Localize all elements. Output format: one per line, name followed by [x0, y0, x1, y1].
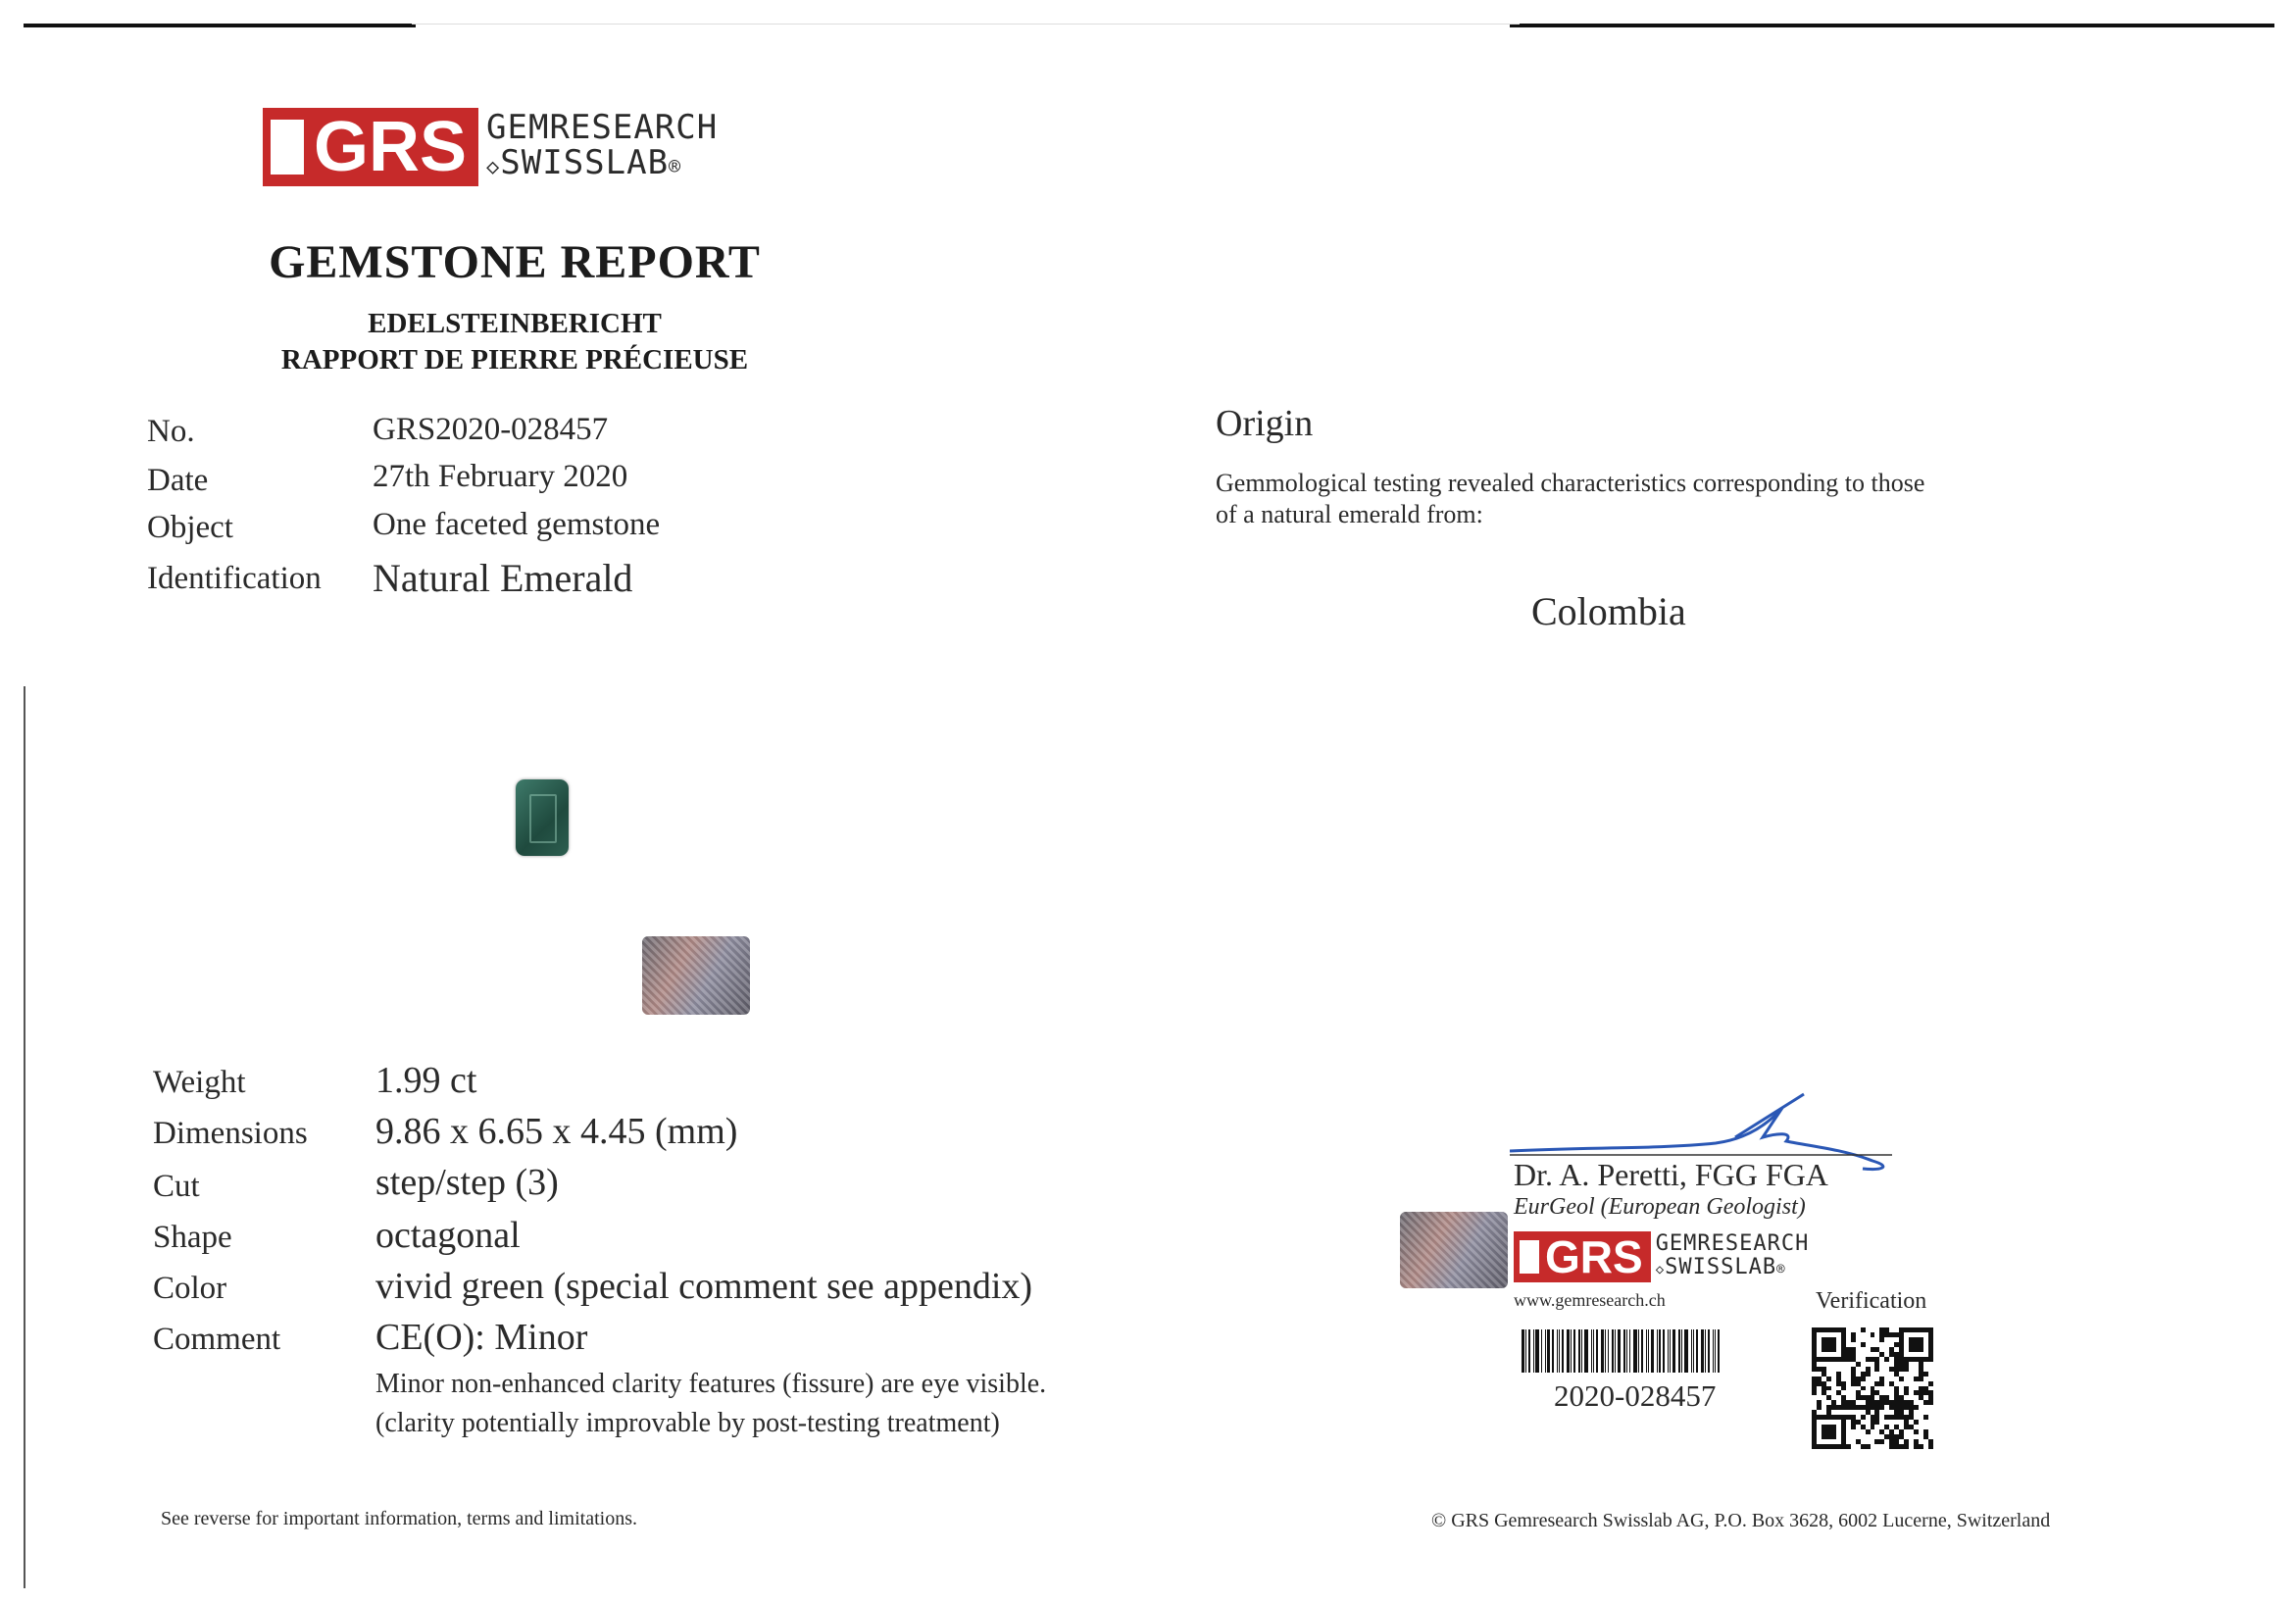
- footer-right-copyright: © GRS Gemresearch Swisslab AG, P.O. Box 3628, 6002 Lucerne, Switzerland: [1431, 1510, 2051, 1531]
- barcode-bar: [1691, 1329, 1692, 1373]
- barcode-bar: [1648, 1329, 1649, 1373]
- stamp-grs-logo: [1514, 1231, 1809, 1282]
- barcode-bar: [1559, 1329, 1560, 1373]
- comment-note-1: Minor non-enhanced clarity features (fissure) are eye visible.: [375, 1369, 1047, 1399]
- barcode-bar: [1562, 1329, 1564, 1373]
- label-comment: Comment: [153, 1322, 281, 1357]
- barcode-bar: [1633, 1329, 1637, 1373]
- barcode-bar: [1708, 1329, 1710, 1373]
- barcode-bar: [1578, 1329, 1580, 1373]
- barcode-bar: [1612, 1329, 1614, 1373]
- barcode-bar: [1626, 1329, 1627, 1373]
- barcode-bar: [1705, 1329, 1706, 1373]
- value-shape: octagonal: [375, 1215, 521, 1256]
- barcode-bar: [1713, 1329, 1714, 1373]
- barcode-bar: [1715, 1329, 1716, 1373]
- barcode-bar: [1638, 1329, 1639, 1373]
- label-date: Date: [147, 463, 209, 498]
- stamp-diamond-icon: ◇: [1655, 1262, 1666, 1277]
- grs-logo-mark: [263, 108, 478, 186]
- diamond-icon: ◇: [486, 154, 501, 179]
- barcode-bar: [1535, 1329, 1539, 1373]
- label-dimensions: Dimensions: [153, 1116, 308, 1151]
- report-title: GEMSTONE REPORT: [269, 236, 761, 288]
- value-comment: CE(O): Minor: [375, 1317, 588, 1358]
- registered-mark: ®: [669, 154, 682, 178]
- origin-text-line1: Gemmological testing revealed characteristics corresponding to those: [1216, 469, 1925, 497]
- barcode-bar: [1659, 1329, 1661, 1373]
- top-rule-left: [24, 24, 416, 27]
- value-object: One faceted gemstone: [373, 507, 661, 542]
- label-weight: Weight: [153, 1065, 246, 1100]
- swiss-cross-icon: [271, 120, 304, 175]
- grs-logo-words: [486, 107, 719, 185]
- hologram-seal: [642, 936, 750, 1015]
- stamp-registered-mark: ®: [1776, 1262, 1786, 1277]
- barcode: [1522, 1329, 1722, 1373]
- top-rule-left-thin: [412, 24, 1520, 25]
- barcode-bar: [1557, 1329, 1558, 1373]
- barcode-bar: [1651, 1329, 1654, 1373]
- barcode-bar: [1573, 1329, 1575, 1373]
- origin-country: Colombia: [1531, 589, 1686, 633]
- stamp-logo-text: GRS: [1545, 1231, 1643, 1282]
- barcode-bar: [1584, 1329, 1588, 1373]
- label-no: No.: [147, 414, 195, 449]
- stamp-logo-line1: GEMRESEARCH: [1655, 1231, 1810, 1256]
- barcode-bar: [1545, 1329, 1546, 1373]
- barcode-bar: [1684, 1329, 1688, 1373]
- stamp-hologram: [1400, 1212, 1508, 1288]
- value-identification: Natural Emerald: [373, 556, 633, 600]
- stamp-website: www.gemresearch.ch: [1514, 1290, 1666, 1310]
- stamp-logo-line2-row: [1656, 1256, 1810, 1281]
- origin-heading: Origin: [1216, 403, 1314, 444]
- barcode-bar: [1605, 1329, 1606, 1373]
- label-object: Object: [147, 510, 233, 545]
- barcode-bar: [1567, 1329, 1570, 1373]
- barcode-bar: [1596, 1329, 1598, 1373]
- barcode-bar: [1646, 1329, 1647, 1373]
- grs-logo: [263, 108, 718, 186]
- barcode-bar: [1641, 1329, 1643, 1373]
- barcode-bar: [1701, 1329, 1704, 1373]
- footer-left-note: See reverse for important information, terms and limitations.: [161, 1508, 637, 1529]
- barcode-bar: [1623, 1329, 1625, 1373]
- verification-label: Verification: [1816, 1288, 1927, 1314]
- barcode-bar: [1528, 1329, 1530, 1373]
- barcode-bar: [1593, 1329, 1594, 1373]
- barcode-bar: [1581, 1329, 1582, 1373]
- origin-text-line2: of a natural emerald from:: [1216, 500, 1483, 528]
- barcode-bar: [1678, 1329, 1680, 1373]
- stamp-logo-line2: SWISSLAB: [1665, 1255, 1777, 1279]
- barcode-number: 2020-028457: [1554, 1378, 1717, 1413]
- grs-logo-text: GRS: [314, 108, 468, 186]
- barcode-bar: [1672, 1329, 1675, 1373]
- label-color: Color: [153, 1271, 227, 1306]
- barcode-bar: [1571, 1329, 1572, 1373]
- stamp-logo-mark: [1514, 1231, 1651, 1282]
- signatory-name: Dr. A. Peretti, FGG FGA: [1514, 1157, 1828, 1192]
- barcode-bar: [1533, 1329, 1534, 1373]
- barcode-bar: [1525, 1329, 1526, 1373]
- logo-line2-row: [486, 142, 718, 185]
- barcode-bar: [1657, 1329, 1658, 1373]
- barcode-bar: [1693, 1329, 1694, 1373]
- barcode-bar: [1541, 1329, 1542, 1373]
- barcode-bar: [1608, 1329, 1609, 1373]
- label-cut: Cut: [153, 1169, 200, 1204]
- barcode-bar: [1547, 1329, 1550, 1373]
- report-subtitle-de: EDELSTEINBERICHT: [368, 308, 662, 339]
- label-shape: Shape: [153, 1220, 232, 1255]
- comment-note-2: (clarity potentially improvable by post-testing treatment): [375, 1408, 1000, 1438]
- barcode-bar: [1668, 1329, 1669, 1373]
- barcode-bar: [1522, 1329, 1524, 1373]
- barcode-bar: [1696, 1329, 1698, 1373]
- barcode-bar: [1601, 1329, 1604, 1373]
- barcode-bar: [1718, 1329, 1720, 1373]
- barcode-bar: [1670, 1329, 1671, 1373]
- value-weight: 1.99 ct: [375, 1060, 477, 1101]
- value-date: 27th February 2020: [373, 459, 628, 494]
- label-identification: Identification: [147, 561, 322, 596]
- value-color: vivid green (special comment see appendix): [375, 1266, 1033, 1307]
- barcode-bar: [1629, 1329, 1630, 1373]
- value-cut: step/step (3): [375, 1162, 559, 1203]
- stamp-logo-words: [1656, 1232, 1810, 1281]
- barcode-bar: [1618, 1329, 1621, 1373]
- barcode-bar: [1681, 1329, 1682, 1373]
- logo-line1: GEMRESEARCH: [486, 107, 719, 147]
- logo-line2: SWISSLAB: [500, 142, 670, 182]
- qr-module: [1928, 1444, 1933, 1449]
- gemstone-photo: [516, 779, 569, 856]
- top-rule-right: [1510, 24, 2274, 27]
- value-no: GRS2020-028457: [373, 412, 609, 447]
- signatory-title: EurGeol (European Geologist): [1514, 1194, 1806, 1220]
- verification-qr-code[interactable]: [1812, 1327, 1933, 1449]
- barcode-bar: [1663, 1329, 1665, 1373]
- value-dimensions: 9.86 x 6.65 x 4.45 (mm): [375, 1111, 738, 1152]
- barcode-bar: [1591, 1329, 1592, 1373]
- left-edge-rule: [24, 686, 25, 1588]
- stamp-swiss-cross-icon: [1520, 1240, 1539, 1274]
- barcode-bar: [1615, 1329, 1616, 1373]
- barcode-bar: [1552, 1329, 1554, 1373]
- report-subtitle-fr: RAPPORT DE PIERRE PRÉCIEUSE: [280, 344, 749, 375]
